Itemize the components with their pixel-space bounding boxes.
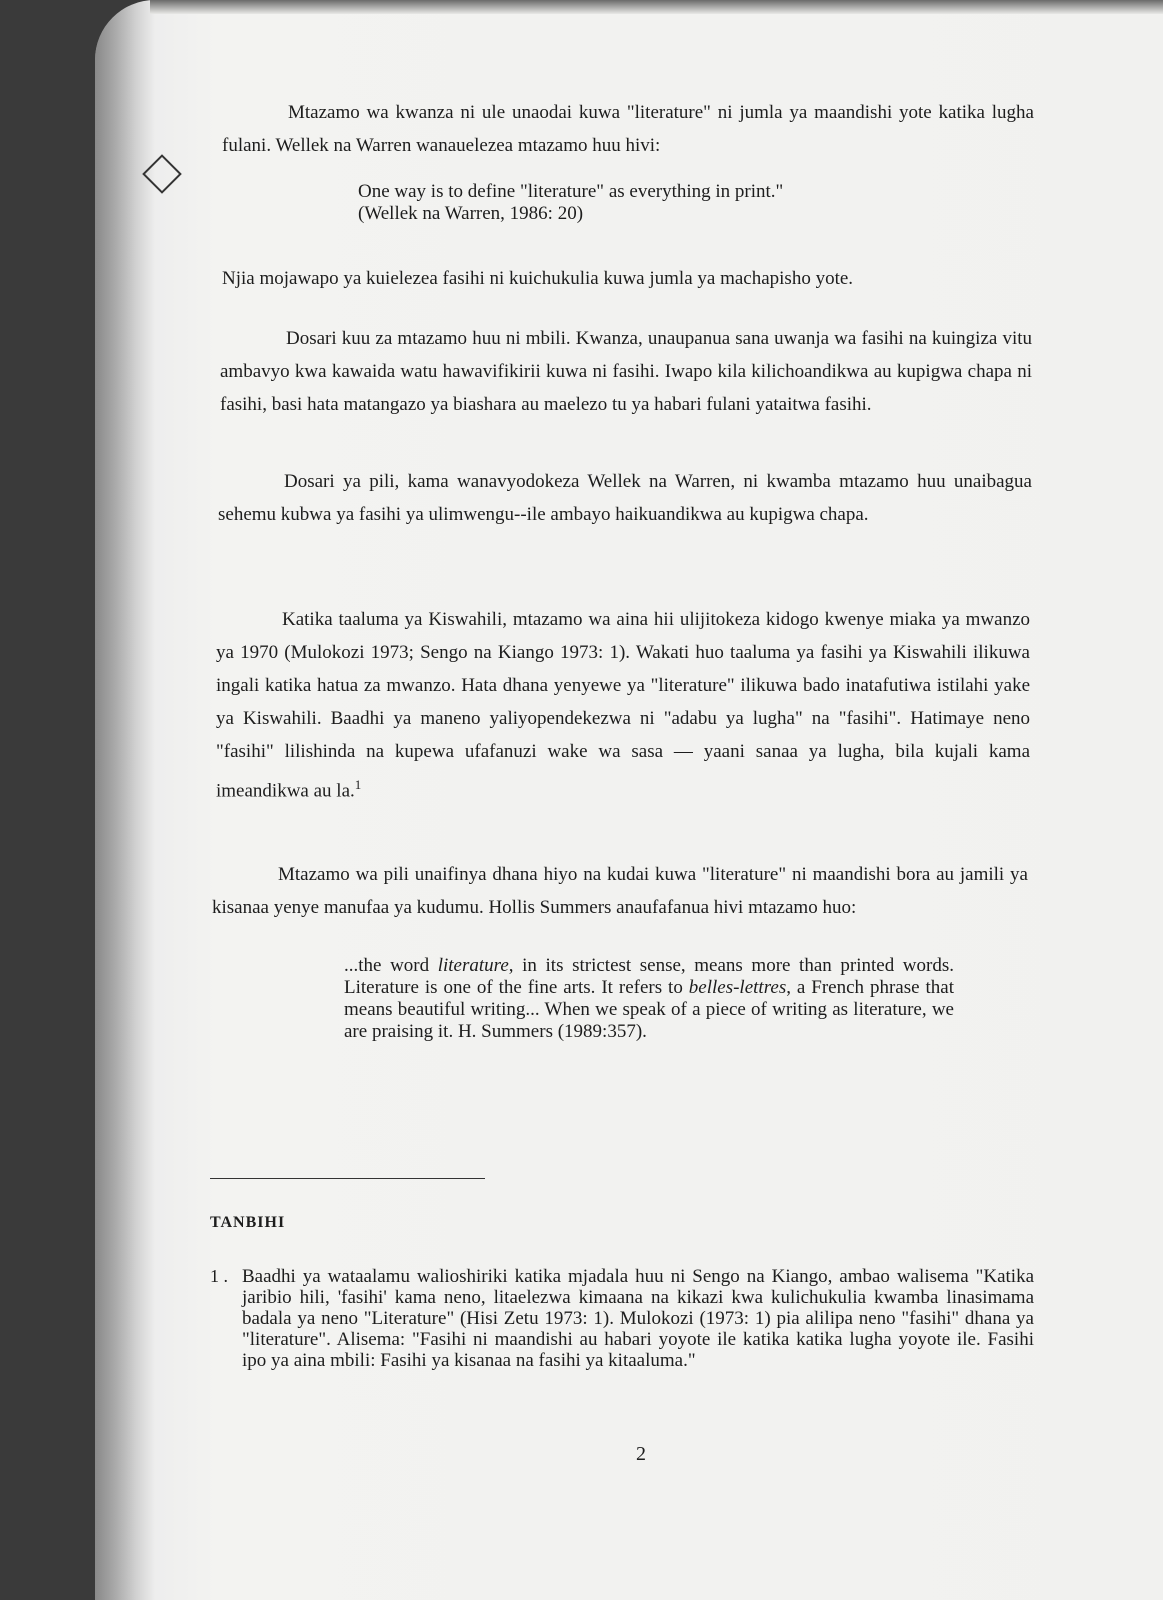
quote-wellek-warren	[358, 181, 998, 225]
quote-summers-term: belles-lettres	[688, 977, 787, 998]
quote-summers-part: ...the word	[344, 955, 438, 976]
footnote-text: Baadhi ya wataalamu walioshiriki katika mjadala huu ni Sengo na Kiango, ambao walisema "Katika jaribio hili, 'fasihi' kama neno, litaelezwa kimaana na kikazi kwa kulichukulia kwamba linasimama badala ya neno "Literature" (Hisi Zetu 1973: 1). Mulokozi (1973: 1) pia alilipa neno "fasihi" dhana ya "literature". Alisema: "Fasihi ni maandishi au habari yoyote ile katika katika lugha yoyote ile. Fasihi ipo ya aina mbili: Fasihi ya kisanaa na fasihi ya kitaaluma."	[242, 1266, 1034, 1371]
quote-summers-term: literature	[437, 955, 509, 976]
quote-summers-part: , a French phrase that means beautiful writing... When we speak of a piece of writing as literature, we are praising it. H. Summers (1989:357).	[344, 977, 954, 1042]
quote-summers-part: , in its strictest sense, means more than printed words. Literature is one of the fine arts. It refers to	[344, 955, 954, 998]
footnote-mark: 1	[354, 777, 362, 792]
diamond-icon	[142, 154, 182, 194]
footnote-divider	[210, 1178, 485, 1179]
quote-summers	[344, 955, 954, 1043]
notes-heading: TANBIHI	[210, 1214, 286, 1231]
footnote-number: 1 .	[210, 1266, 228, 1286]
page-number: 2	[636, 1443, 646, 1465]
paragraph-1: Mtazamo wa kwanza ni ule unaodai kuwa "literature" ni jumla ya maandishi yote katika lugha fulani. Wellek na Warren wanauelezea mtazamo huu hivi:	[222, 102, 1034, 156]
quote-citation: (Wellek na Warren, 1986: 20)	[358, 203, 584, 224]
paragraph-2: Njia mojawapo ya kuielezea fasihi ni kuichukulia kuwa jumla ya machapisho yote.	[222, 268, 854, 289]
paragraph-5	[216, 603, 1030, 807]
paragraph-6: Mtazamo wa pili unaifinya dhana hiyo na kudai kuwa "literature" ni maandishi bora au jamili ya kisanaa yenye manufaa ya kudumu. Hollis Summers anaufafanua hivi mtazamo huo:	[212, 864, 1028, 918]
quote-line: One way is to define "literature" as everything in print."	[358, 181, 784, 202]
paragraph-4: Dosari ya pili, kama wanavyodokeza Wellek na Warren, ni kwamba mtazamo huu unaibagua sehemu kubwa ya fasihi ya ulimwengu--ile ambayo haikuandikwa au kupigwa chapa.	[218, 471, 1032, 525]
paragraph-5-text: Katika taaluma ya Kiswahili, mtazamo wa aina hii ulijitokeza kidogo kwenye miaka ya mwanzo ya 1970 (Mulokozi 1973; Sengo na Kiango 1973: 1). Wakati huo taaluma ya fasihi ya Kiswahili ilikuwa ingali katika hatua za mwanzo. Hata dhana yenyewe ya "literature" ilikuwa bado inatafutiwa istilahi yake ya Kiswahili. Baadhi ya maneno yaliyopendekezwa ni "adabu ya lugha" na "fasihi". Hatimaye neno "fasihi" lilishinda na kupewa ufafanuzi wake wa sasa — yaani sanaa ya lugha, bila kujali kama imeandikwa au la.	[216, 609, 1030, 802]
paragraph-3: Dosari kuu za mtazamo huu ni mbili. Kwanza, unaupanua sana uwanja wa fasihi na kuingiza vitu ambavyo kwa kawaida watu hawavifikirii kuwa ni fasihi. Iwapo kila kilichoandikwa au kupigwa chapa ni fasihi, basi hata matangazo ya biashara au maelezo tu ya habari fulani yataitwa fasihi.	[220, 328, 1032, 415]
